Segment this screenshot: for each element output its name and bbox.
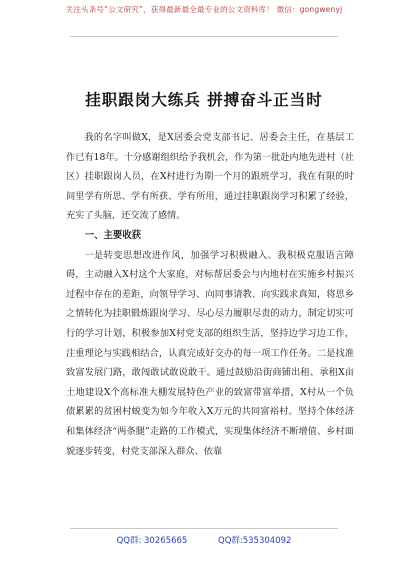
document-title: 挂职跟岗大练兵 拼搏奋斗正当时 (85, 90, 323, 109)
footer-qq-group-1: QQ群: 30265665 (116, 536, 188, 546)
header-banner: 关注头条号“公文研究”，获得最新最全最专业的公文资料库！ 微信：gongwenyj (65, 5, 343, 14)
document-body (66, 128, 354, 461)
section-heading: 一、主要收获 (84, 229, 142, 241)
footer-divider (70, 528, 338, 529)
footer (0, 534, 408, 546)
intro-paragraph: 我的名字叫做X，是X居委会党支部书记、居委会主任，在基层工作已有18年。十分感谢组织给予我机会，作为第一批赴内地先进村（社区）挂职跟岗人员，在X村进行为期一个月的跟班学习，我在有限的时间里学有所思、学有所获、学有所用，通过挂职跟岗学习积累了经验，充实了头脑，还交流了感情。 (66, 132, 354, 222)
section-paragraph: 一是转变思想改进作风，加强学习积极融入。我积极克服语言障碍，主动融入X村这个大家庭，对标帮居委会与内地村在实施乡村振兴过程中存在的差距，向领导学习、向同事请教、向实践求真知，将思乡之情转化为挂职锻炼跟岗学习、尽心尽力履职尽责的动力，制定切实可行的学习计划，积极参加X村党支部的组织生活，坚持边学习边工作，注重理论与实践相结合，认真完成好交办的每一项工作任务。二是找准致富发展门路，敢闯敢试敢说敢干。通过鼓励沿街商铺出租、承租X亩土地建设X个高标准大棚发展特色产业的致富带富举措，X村从一个负债累累的贫困村蜕变为如今年收入X万元的共同富裕村。坚持个体经济和集体经济“两条腿”走路的工作模式，实现集体经济不断增值、乡村面貌逐步转变，村党支部深入群众、依靠 (66, 249, 354, 457)
footer-qq-group-2: QQ群:535304092 (218, 536, 292, 546)
header-divider (70, 36, 338, 37)
